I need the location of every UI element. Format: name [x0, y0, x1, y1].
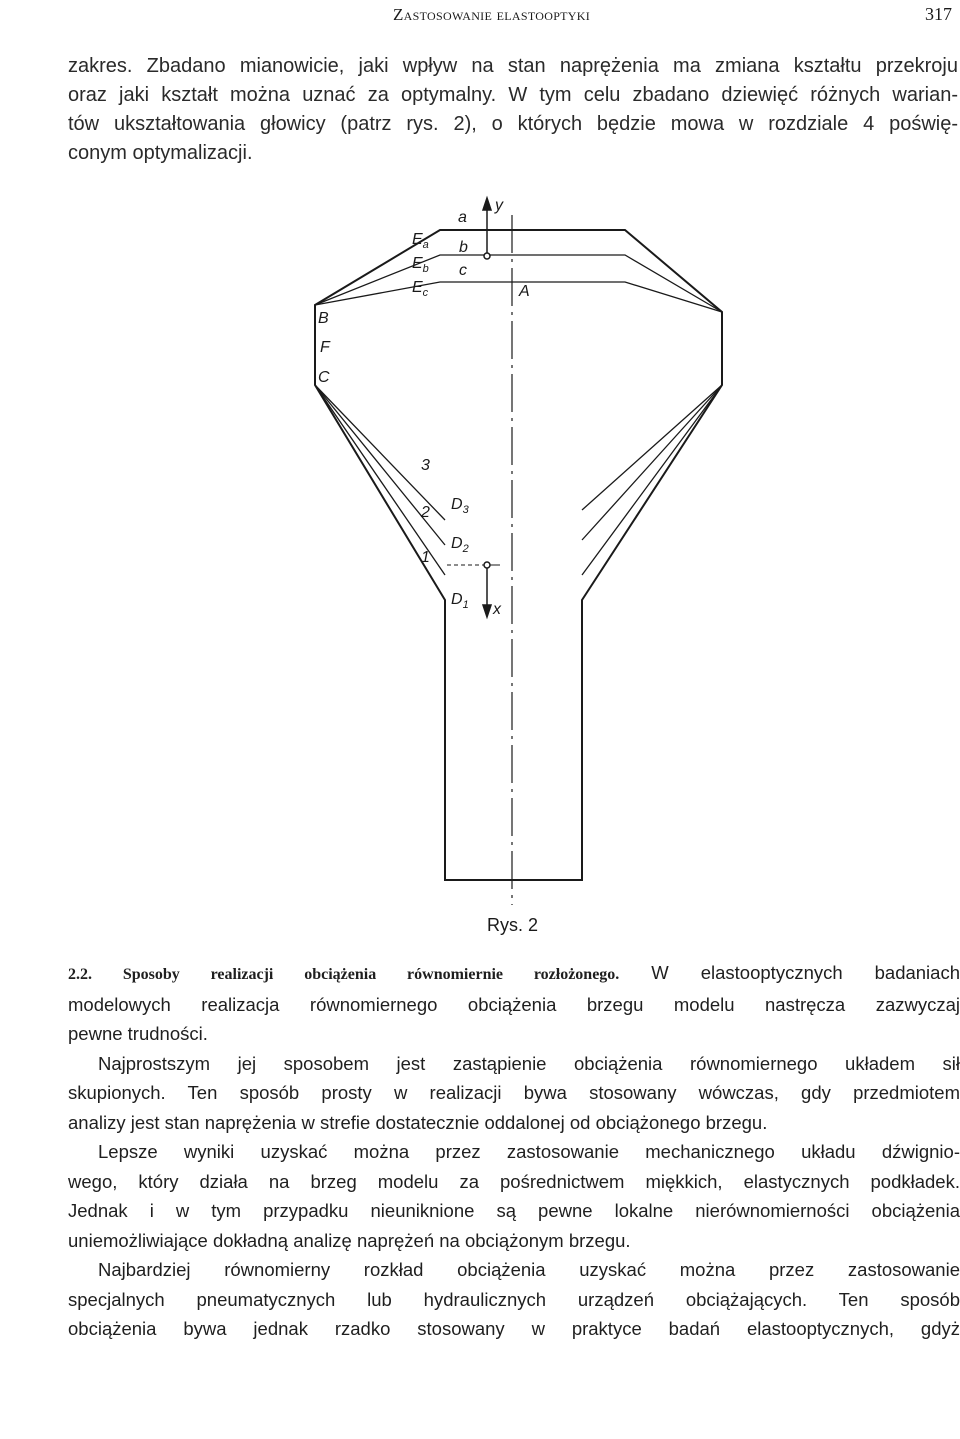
running-head [0, 0, 960, 40]
section-line [68, 958, 960, 990]
label-y: y [495, 197, 503, 214]
intro-line: zakres. Zbadano mianowicie, jaki wpływ na stan naprężenia ma zmiana kształtu przekroju [68, 55, 958, 77]
page-number: 317 [925, 4, 952, 24]
y-axis-arrowhead [483, 198, 491, 210]
section-line: uniemożliwiające dokładną analizę naprężeń na obciążonym brzegu. [68, 1229, 631, 1251]
outline-main [315, 230, 722, 880]
label-D1: $D_1$ [451, 591, 469, 611]
section-line: specjalnych pneumatycznych lub hydraulicznych urządzeń obciążających. Ten sposób [68, 1288, 960, 1310]
intro-line: tów ukształtowania głowicy (patrz rys. 2), o których będzie mowa w rozdziale 4 poświę- [68, 113, 958, 135]
section-line: Najprostszym jej sposobem jest zastąpienie obciążenia równomiernego układem sił [98, 1052, 960, 1074]
section-line: modelowych realizacja równomiernego obciążenia brzegu modelu nastręcza zazwyczaj [68, 993, 960, 1015]
left-variant-3 [315, 385, 445, 520]
label-Ec: $E_c$ [412, 279, 429, 299]
origin-point-bottom [484, 562, 490, 568]
intro-paragraph [68, 52, 958, 168]
label-A: A [519, 283, 530, 300]
section-line: wego, który działa na brzeg modelu za pośrednictwem miękkich, elastycznych podkładek. [68, 1170, 960, 1192]
figure-head-outline [0, 195, 960, 915]
label-c: c [459, 262, 467, 279]
label-3: 3 [421, 457, 430, 474]
label-B: B [318, 310, 329, 327]
figure-caption: Rys. 2 [487, 915, 539, 935]
running-title: Zastosowanie elastooptyki [393, 5, 591, 24]
label-2: 2 [421, 504, 430, 521]
right-variant-2 [582, 385, 722, 540]
label-D2: $D_2$ [451, 535, 469, 555]
section-line: Lepsze wyniki uzyskać można przez zastosowanie mechanicznego układu dźwignio- [98, 1141, 960, 1162]
section-body [68, 958, 960, 1344]
label-1: 1 [421, 549, 430, 566]
section-line: skupionych. Ten sposób prosty w realizacji bywa stosowany wówczas, gdy przedmiotem [68, 1082, 960, 1103]
right-variant-1 [582, 385, 722, 575]
label-x: x [493, 601, 501, 618]
section-line: pewne trudności. [68, 1023, 208, 1044]
label-a: a [458, 209, 467, 226]
section-line: analizy jest stan naprężenia w strefie dostatecznie oddalonej od obciążonego brzegu. [68, 1111, 768, 1133]
section-line: obciążenia bywa jednak rzadko stosowany w praktyce badań elastooptycznych, gdyż [68, 1318, 960, 1339]
origin-point-top [484, 253, 490, 259]
intro-line: oraz jaki kształt można uznać za optymalny. W tym celu zbadano dziewięć różnych warian- [68, 84, 958, 106]
label-Eb: $E_b$ [412, 255, 429, 275]
intro-line: conym optymalizacji. [68, 142, 253, 164]
label-F: F [320, 339, 330, 356]
x-axis-arrowhead [483, 605, 491, 617]
label-C: C [318, 369, 330, 386]
section-line: Najbardziej równomierny rozkład obciążenia uzyskać można przez zastosowanie [98, 1259, 960, 1280]
label-b: b [459, 239, 468, 256]
section-line-text: W elastooptycznych badaniach [651, 962, 960, 983]
section-heading: 2.2. Sposoby realizacji obciążenia równomiernie rozłożonego. [68, 966, 620, 983]
label-D3: $D_3$ [451, 496, 469, 516]
label-Ea: $E_a$ [412, 231, 429, 251]
left-variant-1 [315, 385, 445, 575]
section-line: Jednak i w tym przypadku nieuniknione są pewne lokalne nierównomierności obciążenia [68, 1200, 960, 1221]
